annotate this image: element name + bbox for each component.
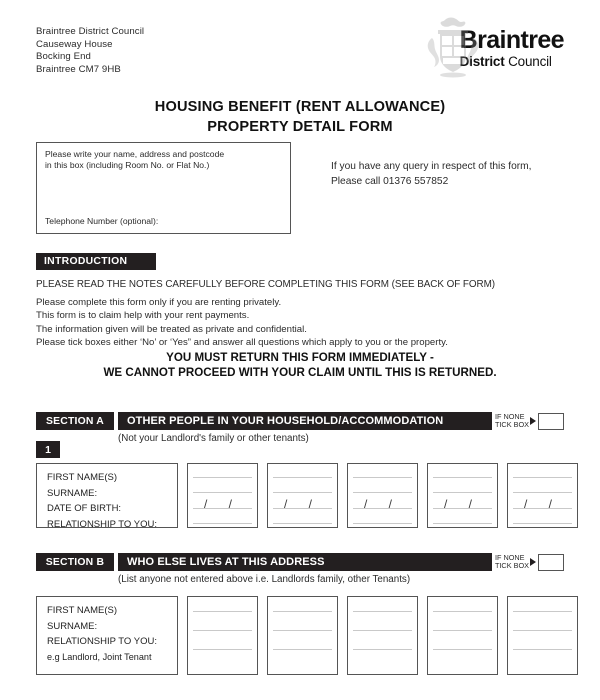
- write-rule: [193, 523, 252, 524]
- section-a-label-first-names: FIRST NAME(S): [47, 472, 118, 483]
- name-box-instruction-line-2: in this box (including Room No. or Flat No.): [45, 160, 210, 171]
- section-b-label-surname: SURNAME:: [47, 620, 98, 632]
- query-line-1: If you have any query in respect of this form,: [331, 161, 532, 172]
- write-rule: [273, 611, 332, 612]
- section-a-grid: [36, 463, 578, 528]
- write-rule: [273, 523, 332, 524]
- section-a-answer-cell-4[interactable]: [427, 463, 498, 528]
- logo-sub-normal: Council: [508, 54, 552, 69]
- section-a-label-relationship: RELATIONSHIP TO YOU:: [47, 518, 157, 530]
- query-line-2: Please call 01376 557852: [331, 175, 449, 187]
- address-line-2: Causeway House: [36, 38, 113, 50]
- telephone-number-label: Telephone Number (optional):: [45, 216, 159, 226]
- logo-main-text: Braintree: [459, 26, 564, 54]
- write-rule: [513, 611, 572, 612]
- section-b-tag: SECTION B: [36, 553, 114, 571]
- section-b-answer-cell-1[interactable]: [187, 596, 258, 675]
- write-rule: [273, 492, 332, 493]
- address-line-1: Braintree District Council: [36, 26, 145, 37]
- name-address-input-box[interactable]: [36, 142, 291, 234]
- introduction-body-line-4: Please tick boxes either ‘No’ or ‘Yes” and answer all questions which apply to you or the property.: [36, 336, 448, 348]
- section-a-answer-cell-3[interactable]: [347, 463, 418, 528]
- write-rule: [273, 649, 332, 650]
- section-b-answer-cell-2[interactable]: [267, 596, 338, 675]
- section-b-label-relationship: RELATIONSHIP TO YOU:: [47, 636, 157, 648]
- write-rule: [513, 492, 572, 493]
- section-a-if-none-line-2: TICK BOX: [494, 420, 529, 429]
- section-b-label-first-names: FIRST NAME(S): [47, 605, 118, 616]
- section-a-tag: SECTION A: [36, 412, 114, 430]
- section-a-header: [36, 412, 564, 430]
- section-a-label-date-of-birth: DATE OF BIRTH:: [47, 503, 122, 515]
- name-box-instruction: [45, 149, 224, 172]
- section-b-grid: [36, 596, 578, 675]
- write-rule: [353, 477, 412, 478]
- introduction-lead-text: PLEASE READ THE NOTES CAREFULLY BEFORE COMPLETING THIS FORM (SEE BACK OF FORM): [36, 279, 496, 290]
- introduction-body-text: [36, 296, 448, 349]
- section-b-answer-cell-4[interactable]: [427, 596, 498, 675]
- write-rule: [193, 649, 252, 650]
- section-b-answer-cell-5[interactable]: [507, 596, 578, 675]
- section-a-answer-cell-2[interactable]: [267, 463, 338, 528]
- write-rule: [513, 477, 572, 478]
- arrow-right-icon: [530, 558, 536, 566]
- section-a-subtitle: (Not your Landlord's family or other tenants): [118, 433, 309, 444]
- address-line-3: Bocking End: [36, 51, 91, 63]
- write-rule: [433, 611, 492, 612]
- section-a-if-none-group[interactable]: [495, 412, 564, 430]
- write-rule: [513, 523, 572, 524]
- introduction-body-line-1: Please complete this form only if you are renting privately.: [36, 297, 282, 308]
- write-rule: [433, 492, 492, 493]
- section-a-if-none-checkbox[interactable]: [538, 413, 564, 430]
- write-rule: [353, 523, 412, 524]
- section-b-if-none-group[interactable]: [495, 553, 564, 571]
- section-b-if-none-label: [495, 554, 529, 571]
- query-contact-text: [331, 160, 531, 189]
- introduction-emphasis-line-1: YOU MUST RETURN THIS FORM IMMEDIATELY -: [166, 351, 434, 364]
- write-rule: [193, 492, 252, 493]
- name-box-instruction-line-1: Please write your name, address and postcode: [45, 149, 225, 159]
- coat-of-arms-crest-icon: [424, 16, 482, 78]
- section-a-label-surname: SURNAME:: [47, 487, 98, 499]
- introduction-body-line-2: This form is to claim help with your rent payments.: [36, 310, 250, 322]
- section-a-answer-cell-1[interactable]: [187, 463, 258, 528]
- address-line-4: Braintree CM7 9HB: [36, 63, 121, 75]
- introduction-body-line-3: The information given will be treated as private and confidential.: [36, 323, 307, 335]
- section-b-label-example: e.g Landlord, Joint Tenant: [47, 651, 152, 662]
- section-a-label-cell: [36, 463, 178, 528]
- introduction-emphasis-line-2: WE CANNOT PROCEED WITH YOUR CLAIM UNTIL THIS IS RETURNED.: [103, 366, 497, 379]
- section-b-answer-cell-3[interactable]: [347, 596, 418, 675]
- section-b-label-cell: [36, 596, 178, 675]
- write-rule: [433, 630, 492, 631]
- section-b-if-none-line-2: TICK BOX: [494, 561, 529, 570]
- write-rule: [193, 630, 252, 631]
- section-a-if-none-label: [495, 413, 529, 430]
- section-b-title: WHO ELSE LIVES AT THIS ADDRESS: [118, 553, 492, 571]
- section-b-if-none-checkbox[interactable]: [538, 554, 564, 571]
- section-b-subtitle: (List anyone not entered above i.e. Landlords family, other Tenants): [118, 574, 411, 585]
- section-b-if-none-line-1: IF NONE: [494, 552, 525, 562]
- write-rule: [353, 611, 412, 612]
- section-a-row-number-badge: 1: [36, 441, 60, 458]
- write-rule: [273, 477, 332, 478]
- write-rule: [193, 477, 252, 478]
- section-a-dob-slashes-1: / /: [203, 497, 241, 511]
- section-b-header: [36, 553, 564, 571]
- write-rule: [433, 523, 492, 524]
- write-rule: [433, 649, 492, 650]
- write-rule: [193, 611, 252, 612]
- write-rule: [513, 649, 572, 650]
- write-rule: [273, 630, 332, 631]
- logo-sub-bold: District: [459, 54, 505, 69]
- write-rule: [353, 630, 412, 631]
- introduction-section-bar: INTRODUCTION: [36, 253, 156, 270]
- section-a-dob-slashes-2: / /: [283, 497, 321, 511]
- arrow-right-icon: [530, 417, 536, 425]
- form-title-line-1: HOUSING BENEFIT (RENT ALLOWANCE): [154, 99, 446, 115]
- section-a-title: OTHER PEOPLE IN YOUR HOUSEHOLD/ACCOMMODATION: [118, 412, 492, 430]
- write-rule: [353, 649, 412, 650]
- section-a-dob-slashes-4: / /: [443, 497, 481, 511]
- braintree-logo: [460, 28, 564, 69]
- write-rule: [353, 492, 412, 493]
- section-a-dob-slashes-5: / /: [523, 497, 561, 511]
- page-header: [36, 26, 564, 76]
- council-address: [36, 26, 144, 76]
- write-rule: [513, 630, 572, 631]
- section-a-answer-cell-5[interactable]: [507, 463, 578, 528]
- write-rule: [433, 477, 492, 478]
- section-a-dob-slashes-3: / /: [363, 497, 401, 511]
- form-title-line-2: PROPERTY DETAIL FORM: [207, 119, 393, 135]
- section-a-if-none-line-1: IF NONE: [494, 411, 525, 421]
